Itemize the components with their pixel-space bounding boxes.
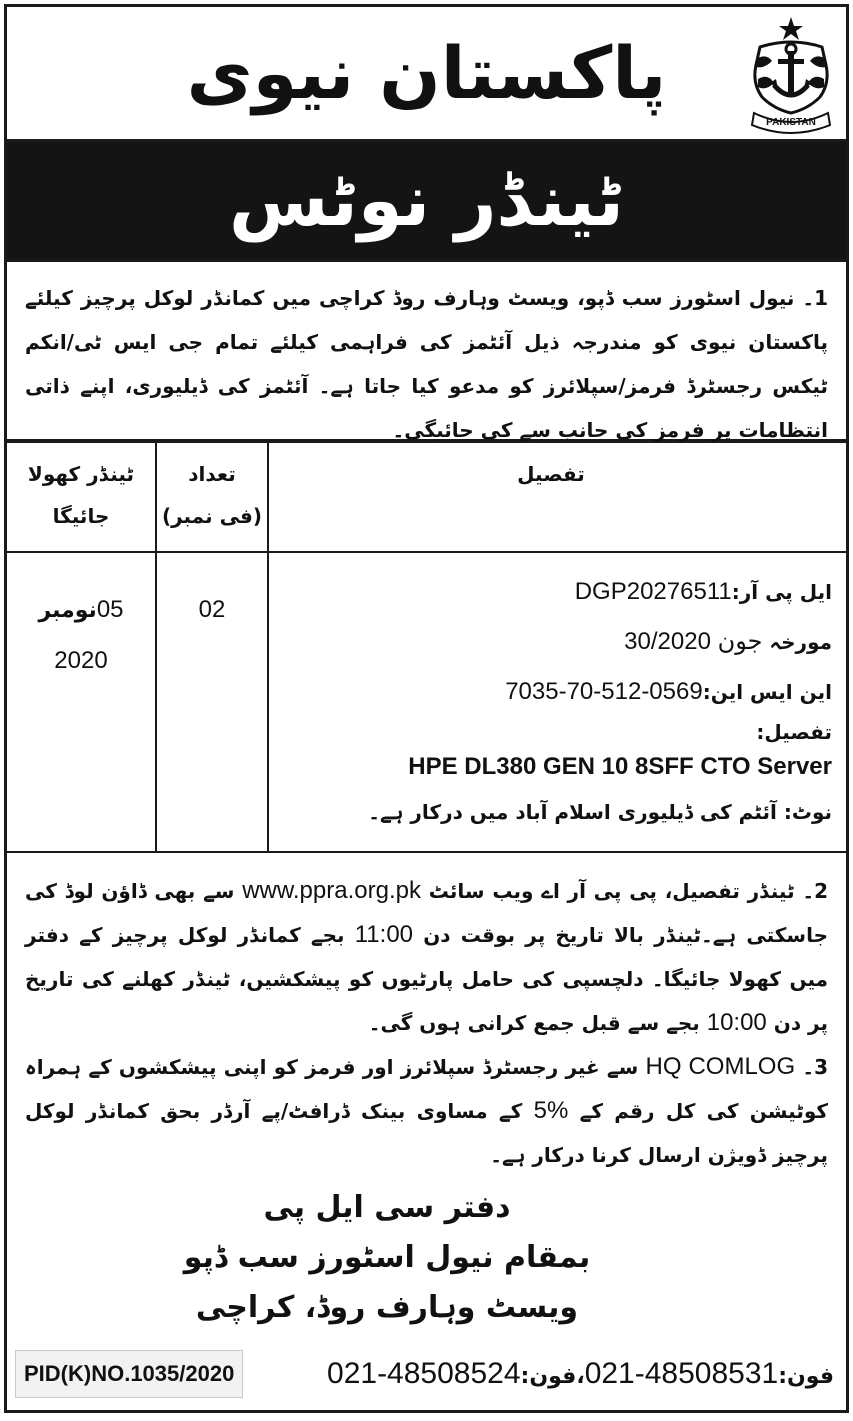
signature-block: [157, 1183, 617, 1333]
items-table: [7, 441, 846, 853]
page-title: پاکستان نیوی: [186, 31, 667, 115]
paragraph-2: 2۔ ٹینڈر تفصیل، پی پی آر اے ویب سائٹ www.ppra.org.pk سے بھی ڈاؤن لوڈ کی جاسکتی ہے۔ٹینڈر بالا تاریخ پر بوقت دن 11:00 بجے کمانڈر لوکل پرچیز کے دفتر میں کھولا جائیگا۔ دلچسپی کی حامل پارٹیوں کو پیشکشیں، ٹینڈر کھلنے کی تاریخ پر دن 10:00 بجے سے قبل جمع کرانی ہوں گی۔: [25, 877, 829, 1036]
paragraph-1: [7, 262, 846, 441]
header-detail: تفصیل: [268, 442, 846, 552]
pid-number: PID(K)NO.1035/2020: [15, 1350, 243, 1398]
lpr-value: DGP20276511: [574, 578, 732, 605]
item-detail-label: تفصیل:: [756, 720, 832, 744]
lpr-line: ایل پی آر:DGP20276511: [574, 578, 832, 605]
phone-2: 021-48508524: [327, 1357, 521, 1390]
signature-line1: دفتر سی ایل پی: [263, 1190, 511, 1225]
masthead: [7, 7, 846, 142]
header-open-line2: جائیگا: [52, 504, 110, 528]
footer: [7, 1338, 846, 1410]
table-row: [7, 552, 846, 852]
header-quantity: [156, 442, 268, 552]
header-qty-line2: (فی نمبر): [161, 504, 263, 528]
tender-notice-page: [4, 4, 849, 1413]
submission-time: 10:00: [706, 1009, 767, 1036]
signature-line3: ویسٹ وہارف روڈ، کراچی: [195, 1290, 579, 1325]
ppra-website: www.ppra.org.pk: [242, 877, 421, 904]
nsn-line: این ایس این:7035-70-512-0569: [505, 678, 832, 705]
signature-line2: بمقام نیول اسٹورز سب ڈپو: [183, 1240, 591, 1275]
delivery-note: نوٹ: آئٹم کی ڈیلیوری اسلام آباد میں درکار ہے۔: [368, 800, 832, 824]
opening-time: 11:00: [354, 921, 414, 948]
tender-title: ٹینڈر نوٹس: [229, 158, 624, 242]
nsn-value: 7035-70-512-0569: [505, 678, 703, 705]
quantity-value: 02: [198, 596, 226, 623]
dated-line: مورخہ 30/جون 2020: [624, 628, 832, 655]
paragraph-3: 3۔ HQ COMLOG سے غیر رجسٹرڈ سپلائرز اور فرمز کو اپنی پیشکشوں کے ہمراہ کوٹیشن کی کل رقم کے 5% کے مساوی بینک ڈرافٹ/پے آرڈر بحق کمانڈر لوکل پرچیز ڈویژن ارسال کرنا درکار ہے۔: [25, 1053, 828, 1167]
header-opening-date: [7, 442, 156, 552]
para1-line2: مندرجہ ذیل آئٹمز کی فراہمی کیلئے تمام جی ایس ٹی/انکم ٹیکس رجسٹرڈ فرمز/سپلائرز کو مدعو کیا جاتا ہے۔ آئٹمز: [25, 330, 828, 398]
detail-cell: [268, 552, 846, 852]
opening-date: 05نومبر: [38, 596, 124, 623]
para1-line3: کی ڈیلیوری، اپنے ذاتی انتظامات پر فرمز کی جانب سے کی جائیگی۔: [25, 374, 828, 442]
para1-line1: ۔ نیول اسٹورز سب ڈپو، ویسٹ وہارف روڈ کراچی میں کمانڈر لوکل پرچیز کیلئے پاکستان نیوی کو: [25, 286, 828, 354]
tender-banner: [7, 142, 846, 262]
emblem-text: PAKISTAN: [766, 117, 816, 128]
opening-date-cell: [7, 552, 156, 852]
header-open-line1: ٹینڈر کھولا: [27, 462, 135, 486]
para1-number: 1: [814, 286, 828, 310]
quantity-cell: [156, 552, 268, 852]
item-detail-value: HPE DL380 GEN 10 8SFF CTO Server: [408, 753, 832, 780]
opening-year: 2020: [54, 647, 108, 674]
percent-value: 5%: [533, 1097, 569, 1124]
header-qty-line1: تعداد: [188, 462, 236, 486]
phone-numbers: فون:021-48508531،فون:021-48508524: [327, 1357, 834, 1390]
dated-value: 30/جون 2020: [624, 628, 763, 655]
hq-comlog: HQ COMLOG: [645, 1053, 796, 1080]
pakistan-navy-crest-icon: [746, 13, 836, 137]
phone-1: 021-48508531: [584, 1357, 779, 1390]
